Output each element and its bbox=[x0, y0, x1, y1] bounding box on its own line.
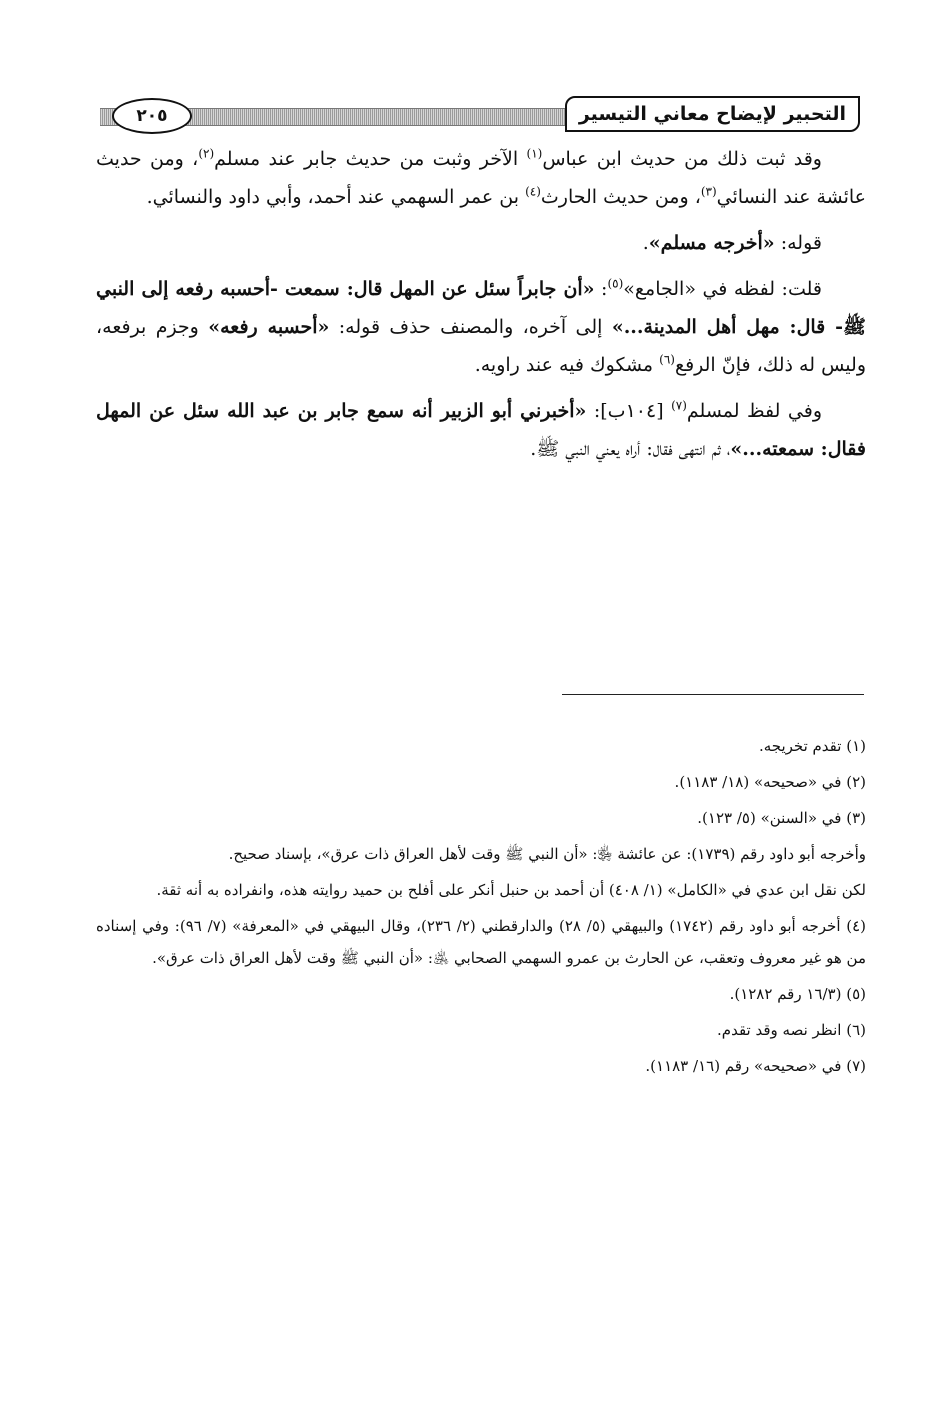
quoted-phrase: «أخرجه مسلم» bbox=[648, 232, 775, 254]
footnote-3-cont-2: لكن نقل ابن عدي في «الكامل» (١/ ٤٠٨) أن أحمد بن حنبل أنكر على أفلح بن حميد روايته هذه، وانفراده به أنه ثقة. bbox=[156, 881, 866, 899]
footnote-6: (٦) انظر نصه وقد تقدم. bbox=[717, 1021, 866, 1039]
quoted-phrase: «أحسبه رفعه» bbox=[208, 316, 330, 338]
footnote-4: (٤) أخرجه أبو داود رقم (١٧٤٢) والبيهقي (٥/ ٢٨) والدارقطني (٢/ ٢٣٦)، وقال البيهقي في «المعرفة» (٧/ ٩٦): وفي إسناده من هو غير معروف وتعقب، عن الحارث بن عمرو السهمي الصحابي ﵁: «أن النبي ﷺ وقت لأهل العراق ذات عرق». bbox=[96, 917, 867, 967]
main-text bbox=[96, 140, 866, 476]
hadith-quote: «أن جابراً سئل عن المهل قال: سمعت -أحسبه رفعه إلى النبي ﷺ- قال: مهل أهل المدينة...» bbox=[96, 278, 867, 338]
footnote-7: (٧) في «صحيحه» رقم (١٦/ ١١٨٣). bbox=[645, 1057, 866, 1075]
book-title: التحبير لإيضاح معاني التيسير bbox=[565, 96, 860, 132]
footnote-ref-6[interactable]: (٦) bbox=[659, 352, 675, 367]
footnote-separator bbox=[562, 694, 864, 695]
page-number: ٢٠٥ bbox=[112, 98, 192, 134]
hadith-quote: «أخبرني أبو الزبير أنه سمع جابر بن عبد الله سئل عن المهل فقال: سمعته...» bbox=[96, 400, 866, 460]
running-header bbox=[100, 96, 860, 136]
footnote-ref-3[interactable]: (٣) bbox=[700, 184, 717, 199]
footnotes bbox=[96, 730, 866, 1086]
footnote-ref-4[interactable]: (٤) bbox=[525, 184, 541, 199]
paragraph-2: قوله: «أخرجه مسلم». bbox=[642, 232, 822, 254]
paragraph-1: وقد ثبت ذلك من حديث ابن عباس$^{(١)}$ الآخر وثبت من حديث جابر عند مسلم$^{(٢)}$، ومن حديث عائشة عند النسائي$^{(٣)}$، ومن حديث الحارث$^{(٤)}$ بن عمر السهمي عند أحمد، وأبي داود والنسائي. bbox=[96, 146, 866, 208]
footnote-2: (٢) في «صحيحه» (١٨/ ١١٨٣). bbox=[674, 773, 866, 791]
footnote-3-cont-1: وأخرجه أبو داود رقم (١٧٣٩): عن عائشة ﵂: «أن النبي ﷺ وقت لأهل العراق ذات عرق»، بإسناد صحيح. bbox=[228, 845, 866, 863]
footnote-1: (١) تقدم تخريجه. bbox=[758, 737, 866, 755]
footnote-ref-1[interactable]: (١) bbox=[526, 146, 543, 161]
paragraph-3: قلت: لفظه في «الجامع»$^{(٥)}$: «أن جابراً سئل عن المهل قال: سمعت -أحسبه رفعه إلى النبي ﷺ- قال: مهل أهل المدينة...» إلى آخره، والمصنف حذف قوله: «أحسبه رفعه» وجزم برفعه، وليس له ذلك، فإنّ الرفع$^{(٦)}$ مشكوك فيه عند راويه. bbox=[96, 276, 867, 376]
footnote-5: (٥) (١٦/٣ رقم ١٢٨٢). bbox=[729, 985, 866, 1003]
footnote-ref-5[interactable]: (٥) bbox=[607, 276, 624, 291]
paragraph-4: وفي لفظ لمسلم$^{(٧)}$ [١٠٤ب]: «أخبرني أبو الزبير أنه سمع جابر بن عبد الله سئل عن المهل فقال: سمعته...»، ثم انتهى فقال: أراه يعني النبي ﷺ. bbox=[96, 398, 866, 460]
footnote-ref-7[interactable]: (٧) bbox=[671, 398, 687, 413]
footnote-ref-2[interactable]: (٢) bbox=[198, 146, 215, 161]
footnote-3: (٣) في «السنن» (٥/ ١٢٣). bbox=[697, 809, 866, 827]
